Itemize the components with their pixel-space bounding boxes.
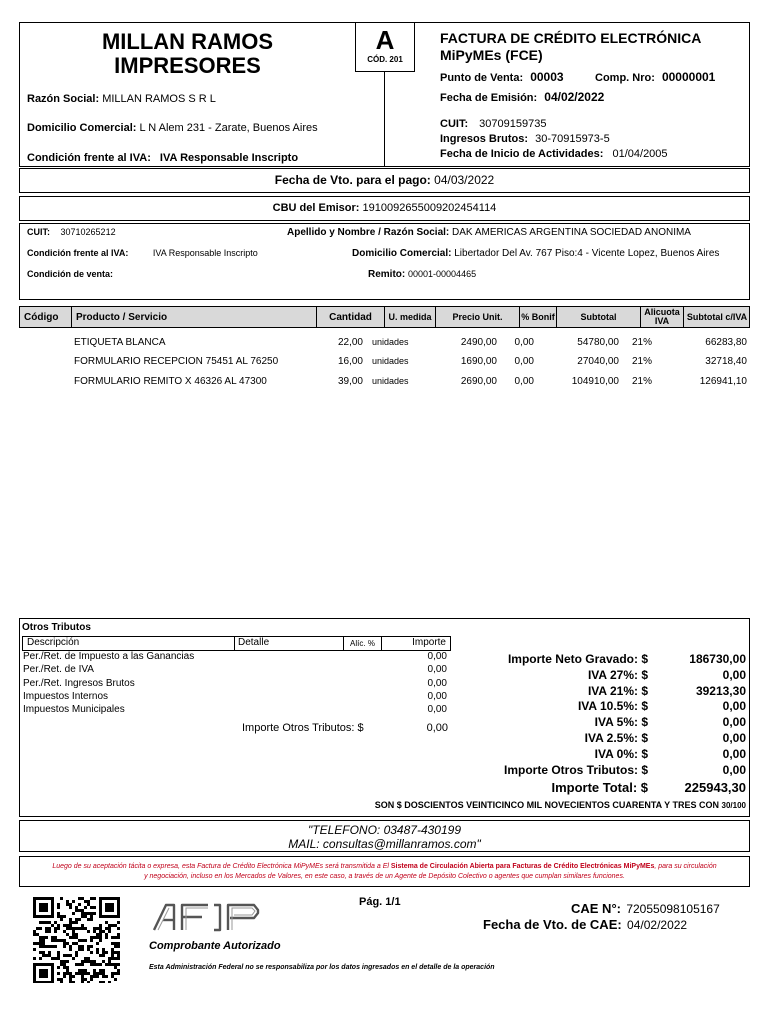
- col-alicuota-line1: Alicuota: [644, 307, 680, 317]
- contact-box: [19, 820, 750, 852]
- invoice-code: CÓD. 201: [367, 55, 403, 64]
- contact-mail: MAIL: consultas@millanramos.com": [288, 837, 481, 851]
- col-subtotal-iva: Subtotal c/IVA: [686, 311, 748, 322]
- table-row: [20, 376, 750, 390]
- cell-subtotal: 104910,00: [571, 376, 619, 387]
- cell-bonif: 0,00: [514, 376, 534, 387]
- cell-alicuota: 21%: [632, 356, 653, 367]
- inicio-actividades: [440, 148, 668, 160]
- total-label-iva5: IVA 5%: $: [594, 715, 648, 729]
- col-precio: Precio Unit.: [436, 307, 520, 327]
- company-name-line1: MILLAN RAMOS: [101, 29, 274, 54]
- total-value-iva5: 0,00: [722, 715, 746, 729]
- ot-importe: 0,00: [427, 691, 447, 702]
- total-value-otros: 0,00: [722, 763, 746, 777]
- ot-col-detalle-label: Detalle: [238, 637, 270, 648]
- cell-cantidad: 39,00: [337, 376, 363, 387]
- total-label-iva25: IVA 2.5%: $: [584, 731, 648, 745]
- cell-subtotal-iva: 32718,40: [705, 356, 747, 367]
- ingresos-brutos: [440, 133, 610, 145]
- domicilio-value: L N Alem 231 - Zarate, Buenos Aires: [139, 122, 318, 134]
- legal-text-1: Luego de su aceptación tácita o expresa, esta Factura de Crédito Electrónica MiPyMEs será transmitida a El: [52, 863, 389, 870]
- document-title-line2: MiPyMEs (FCE): [440, 47, 543, 63]
- total-value-iva25: 0,00: [722, 731, 746, 745]
- importe-total-label: Importe Total: $: [551, 780, 648, 795]
- otros-tributos-total-value: 0,00: [426, 722, 448, 734]
- cuit-emisor-value: 30709159735: [479, 118, 547, 130]
- total-value-neto: 186730,00: [689, 652, 746, 666]
- cell-precio: 1690,00: [460, 356, 497, 367]
- total-label-otros: Importe Otros Tributos: $: [503, 763, 648, 777]
- total-value-iva21: 39213,30: [695, 684, 746, 698]
- cae-vencimiento: [483, 917, 687, 932]
- cell-subtotal: 54780,00: [577, 337, 619, 348]
- ot-col-descripcion: [23, 637, 235, 650]
- vencimiento-pago-value: 04/03/2022: [434, 173, 495, 187]
- ot-col-descripcion-label: Descripción: [27, 637, 80, 648]
- client-nombre-value: DAK AMERICAS ARGENTINA SOCIEDAD ANONIMA: [452, 227, 691, 238]
- cell-bonif: 0,00: [514, 337, 534, 348]
- condicion-iva: [27, 152, 298, 164]
- cell-cantidad: 22,00: [337, 337, 363, 348]
- col-alicuota-line2: IVA: [654, 316, 670, 326]
- afip-disclaimer: Esta Administración Federal no se responsabiliza por los datos ingresados en el detalle de la operación: [149, 964, 495, 971]
- domicilio-label: Domicilio Comercial:: [27, 122, 137, 134]
- inicio-actividades-value: 01/04/2005: [612, 148, 668, 160]
- cae-value: 72055098105167: [626, 902, 720, 916]
- client-domicilio-value: Libertador Del Av. 767 Piso:4 - Vicente Lopez, Buenos Aires: [454, 248, 720, 259]
- client-domicilio: [352, 248, 719, 259]
- items-table-header: [19, 306, 750, 328]
- ot-descripcion: Per./Ret. de IVA: [23, 664, 94, 675]
- total-label-iva0: IVA 0%: $: [594, 747, 648, 761]
- list-item: [23, 678, 451, 691]
- cbu-label: CBU del Emisor:: [272, 202, 360, 214]
- cbu-value: 1910092655009202454114: [362, 202, 497, 214]
- afip-logo: [150, 900, 265, 934]
- ot-col-detalle: [235, 637, 344, 650]
- client-cuit: [27, 227, 116, 237]
- table-row: [20, 337, 750, 351]
- cell-subtotal-iva: 66283,80: [705, 337, 747, 348]
- cae-vto-value: 04/02/2022: [627, 918, 688, 932]
- razon-social: [27, 93, 216, 105]
- contact-phone: "TELEFONO: 03487-430199: [307, 823, 461, 837]
- ot-importe: 0,00: [427, 678, 447, 689]
- total-label-iva105: IVA 10.5%: $: [577, 699, 648, 713]
- ot-col-importe-label: Importe: [412, 637, 446, 648]
- client-iva-label: Condición frente al IVA:: [27, 248, 129, 258]
- ot-descripcion: Impuestos Municipales: [23, 704, 125, 715]
- cell-cantidad: 16,00: [337, 356, 363, 367]
- document-title: [440, 30, 701, 64]
- invoice-letter-box: [355, 22, 415, 72]
- otros-tributos-total-label: Importe Otros Tributos: $: [242, 722, 364, 734]
- fecha-emision-label: Fecha de Emisión:: [440, 92, 538, 104]
- page-number: Pág. 1/1: [359, 896, 401, 908]
- ot-descripcion: Per./Ret. Ingresos Brutos: [23, 678, 135, 689]
- invoice-letter: A: [375, 25, 395, 55]
- col-alicuota: [641, 307, 684, 327]
- col-codigo: Código: [20, 307, 72, 327]
- cell-umedida: unidades: [372, 376, 409, 386]
- company-name-line2: IMPRESORES: [114, 53, 261, 78]
- ot-importe: 0,00: [427, 664, 447, 675]
- total-label-neto: Importe Neto Gravado: $: [507, 652, 648, 666]
- client-cuit-value: 30710265212: [60, 227, 116, 237]
- cuit-emisor: [440, 118, 546, 130]
- client-domicilio-label: Domicilio Comercial:: [352, 248, 452, 259]
- company-name: [40, 30, 335, 78]
- client-iva: [27, 248, 258, 258]
- otros-tributos-title: Otros Tributos: [22, 622, 91, 633]
- comprobante-autorizado: Comprobante Autorizado: [149, 940, 281, 952]
- punto-venta: [440, 70, 564, 84]
- cell-umedida: unidades: [372, 337, 409, 347]
- son-monto-letras: [375, 800, 746, 810]
- client-remito-label: Remito:: [368, 269, 406, 280]
- table-row: [20, 356, 750, 370]
- importe-total-value: 225943,30: [684, 780, 746, 795]
- cell-producto: FORMULARIO REMITO X 46326 AL 47300: [74, 376, 267, 387]
- cae-label: CAE N°:: [571, 901, 621, 916]
- client-cuit-label: CUIT:: [27, 227, 50, 237]
- vencimiento-pago-box: [19, 168, 750, 193]
- total-label-iva27: IVA 27%: $: [587, 668, 648, 682]
- cell-producto: ETIQUETA BLANCA: [74, 337, 166, 348]
- condicion-iva-label: Condición frente al IVA:: [27, 152, 151, 164]
- cae-vto-label: Fecha de Vto. de CAE:: [483, 917, 622, 932]
- comp-nro: [595, 70, 715, 84]
- comp-nro-value: 00000001: [661, 70, 716, 84]
- list-item: [23, 651, 451, 664]
- ot-importe: 0,00: [427, 704, 447, 715]
- header-divider: [384, 68, 385, 167]
- client-nombre: [287, 227, 691, 238]
- vencimiento-pago-label: Fecha de Vto. para el pago:: [274, 173, 431, 187]
- col-umedida: U. medida: [385, 307, 436, 327]
- ot-importe: 0,00: [427, 651, 447, 662]
- cell-precio: 2690,00: [460, 376, 497, 387]
- punto-venta-label: Punto de Venta:: [440, 72, 524, 84]
- list-item: [23, 691, 451, 704]
- cell-alicuota: 21%: [632, 337, 653, 348]
- client-remito-value: 00001-00004465: [408, 269, 477, 279]
- domicilio-comercial: [27, 122, 318, 134]
- punto-venta-value: 00003: [530, 70, 564, 84]
- cell-umedida: unidades: [372, 356, 409, 366]
- comp-nro-label: Comp. Nro:: [595, 72, 655, 84]
- fecha-emision-value: 04/02/2022: [544, 90, 605, 104]
- otros-tributos-header: [22, 636, 451, 651]
- client-nombre-label: Apellido y Nombre / Razón Social:: [287, 227, 450, 238]
- ot-col-alic: [344, 637, 382, 650]
- col-producto: Producto / Servicio: [72, 307, 317, 327]
- ot-col-importe: [382, 637, 450, 650]
- cell-alicuota: 21%: [632, 376, 653, 387]
- total-value-iva27: 0,00: [722, 668, 746, 682]
- legal-text-bold: Sistema de Circulación Abierta para Facturas de Crédito Electrónicas MiPyMEs: [390, 863, 655, 870]
- afip-logo-graphic: [150, 900, 265, 934]
- razon-social-label: Razón Social:: [27, 93, 100, 105]
- total-value-iva0: 0,00: [722, 747, 746, 761]
- son-text: SON $ DOSCIENTOS VEINTICINCO MIL NOVECIENTOS CUARENTA Y TRES CON: [374, 800, 720, 810]
- qr-code-graphic: [33, 897, 122, 983]
- cell-bonif: 0,00: [514, 356, 534, 367]
- col-subtotal: Subtotal: [557, 307, 641, 327]
- cae-number: [571, 901, 720, 916]
- total-label-iva21: IVA 21%: $: [587, 684, 648, 698]
- cbu-box: [19, 196, 750, 221]
- cell-producto: FORMULARIO RECEPCION 75451 AL 76250: [74, 356, 279, 367]
- cell-precio: 2490,00: [460, 337, 497, 348]
- son-cents: 30/100: [721, 801, 746, 810]
- cell-subtotal-iva: 126941,10: [699, 376, 747, 387]
- condicion-iva-value: IVA Responsable Inscripto: [159, 152, 299, 164]
- ot-descripcion: Per./Ret. de Impuesto a las Ganancias: [23, 651, 195, 662]
- razon-social-value: MILLAN RAMOS S R L: [102, 93, 216, 105]
- document-title-line1: FACTURA DE CRÉDITO ELECTRÓNICA: [440, 30, 702, 46]
- legal-text-2: , para su circulación y negociación, incluso en los Mercados de Valores, en este caso, a través de un Agente de Depósito Colectivo o agentes que cumplan similares funciones.: [144, 863, 717, 880]
- qr-code: [33, 897, 122, 983]
- ot-descripcion: Impuestos Internos: [23, 691, 109, 702]
- inicio-actividades-label: Fecha de Inicio de Actividades:: [440, 148, 604, 160]
- ot-col-alic-label: Alíc. %: [350, 639, 375, 648]
- fecha-emision: [440, 90, 604, 104]
- client-condicion-venta: Condición de venta:: [27, 269, 114, 279]
- ingresos-brutos-label: Ingresos Brutos:: [440, 133, 529, 145]
- col-bonif: % Bonif: [520, 307, 557, 327]
- list-item: [23, 664, 451, 677]
- client-iva-value: IVA Responsable Inscripto: [152, 248, 258, 258]
- ingresos-brutos-value: 30-70915973-5: [535, 133, 610, 145]
- cuit-emisor-label: CUIT:: [440, 118, 469, 130]
- cell-subtotal: 27040,00: [577, 356, 619, 367]
- legal-notice-box: [19, 856, 750, 887]
- total-value-iva105: 0,00: [722, 699, 746, 713]
- list-item: [23, 704, 451, 717]
- col-cantidad: Cantidad: [317, 307, 385, 327]
- client-remito: [368, 269, 476, 280]
